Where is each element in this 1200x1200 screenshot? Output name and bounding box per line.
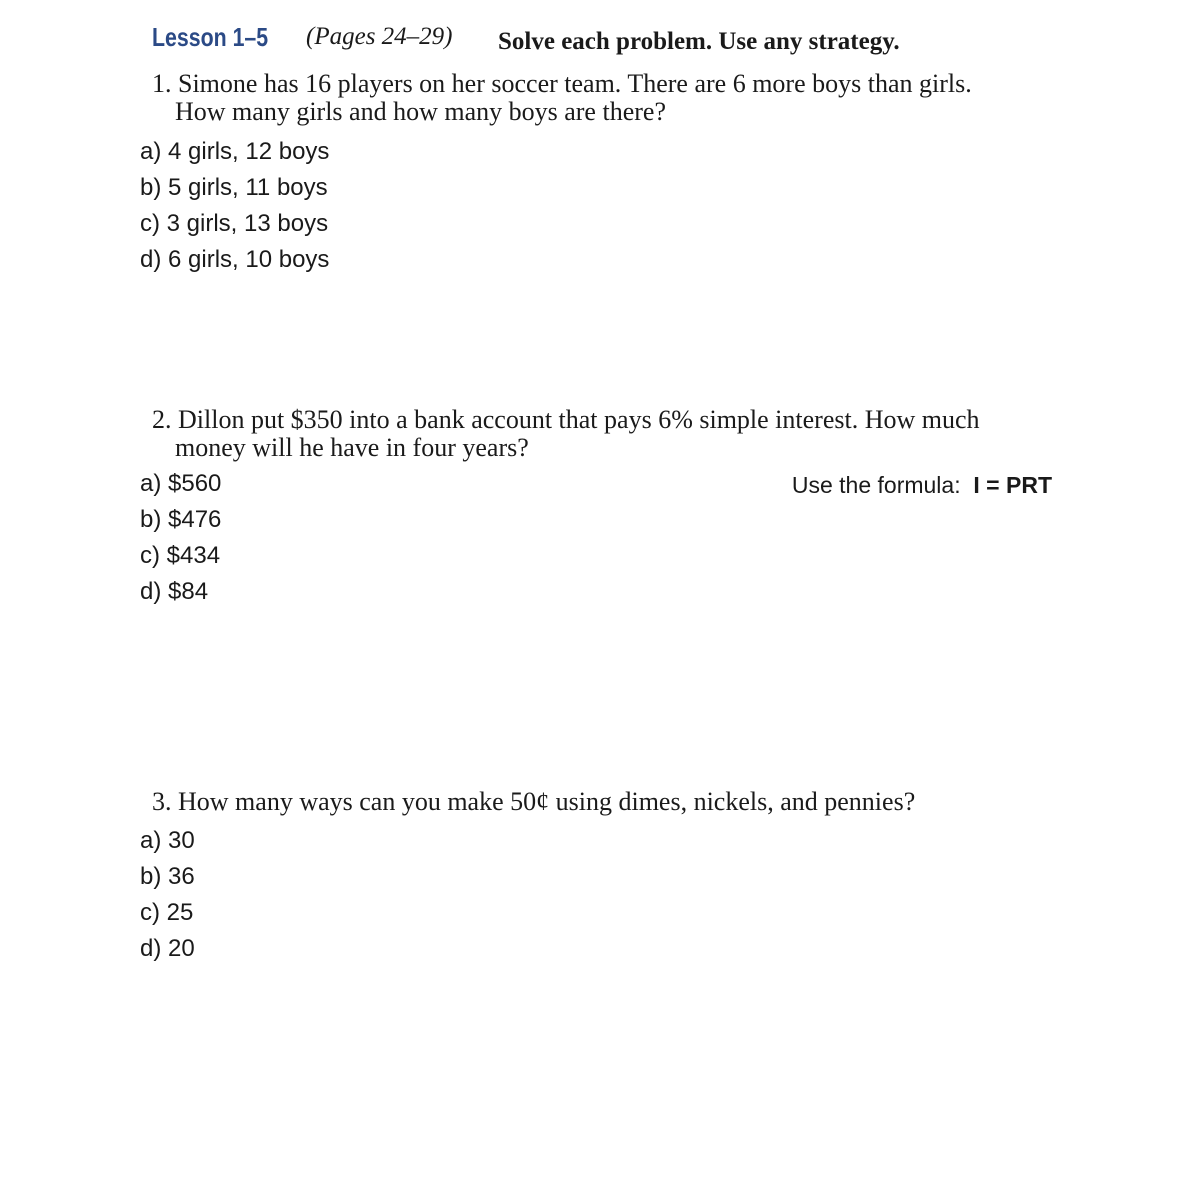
option-a[interactable]: a) 4 girls, 12 boys: [140, 138, 330, 165]
question-1-options: [140, 134, 329, 278]
question-1: [152, 70, 972, 126]
question-2-line-1: [152, 406, 980, 434]
option-b[interactable]: b) $476: [140, 506, 222, 533]
question-3: [152, 788, 915, 816]
formula-hint: [792, 472, 1052, 499]
question-2: [152, 406, 980, 462]
option-c[interactable]: c) 25: [140, 899, 194, 926]
option-d[interactable]: d) $84: [140, 578, 209, 605]
option-c[interactable]: c) $434: [140, 542, 221, 569]
instructions: Solve each problem. Use any strategy.: [498, 28, 900, 55]
question-number: 2.: [152, 405, 172, 434]
question-1-line-1: [152, 70, 972, 98]
question-number: 1.: [152, 69, 172, 98]
option-d[interactable]: d) 20: [140, 935, 195, 962]
question-2-line-2: money will he have in four years?: [175, 433, 529, 462]
question-3-line-1: [152, 788, 915, 816]
question-number: 3.: [152, 787, 172, 816]
option-c[interactable]: c) 3 girls, 13 boys: [140, 210, 329, 237]
formula-label: Use the formula:: [791, 472, 961, 498]
option-b[interactable]: b) 36: [140, 863, 195, 890]
page-range: (Pages 24–29): [306, 23, 453, 50]
lesson-title: Lesson 1–5: [152, 22, 269, 52]
formula: I = PRT: [973, 472, 1052, 498]
option-a[interactable]: a) $560: [140, 470, 222, 497]
question-text: How many ways can you make 50¢ using dimes, nickels, and pennies?: [178, 787, 916, 816]
option-d[interactable]: d) 6 girls, 10 boys: [140, 246, 330, 273]
question-text: Simone has 16 players on her soccer team. There are 6 more boys than girls.: [178, 69, 972, 98]
option-b[interactable]: b) 5 girls, 11 boys: [140, 174, 328, 201]
option-a[interactable]: a) 30: [140, 827, 195, 854]
question-3-options: [140, 823, 195, 967]
question-1-line-2: How many girls and how many boys are there?: [175, 97, 666, 126]
question-text: Dillon put $350 into a bank account that pays 6% simple interest. How much: [178, 405, 980, 434]
question-2-options: [140, 466, 221, 610]
